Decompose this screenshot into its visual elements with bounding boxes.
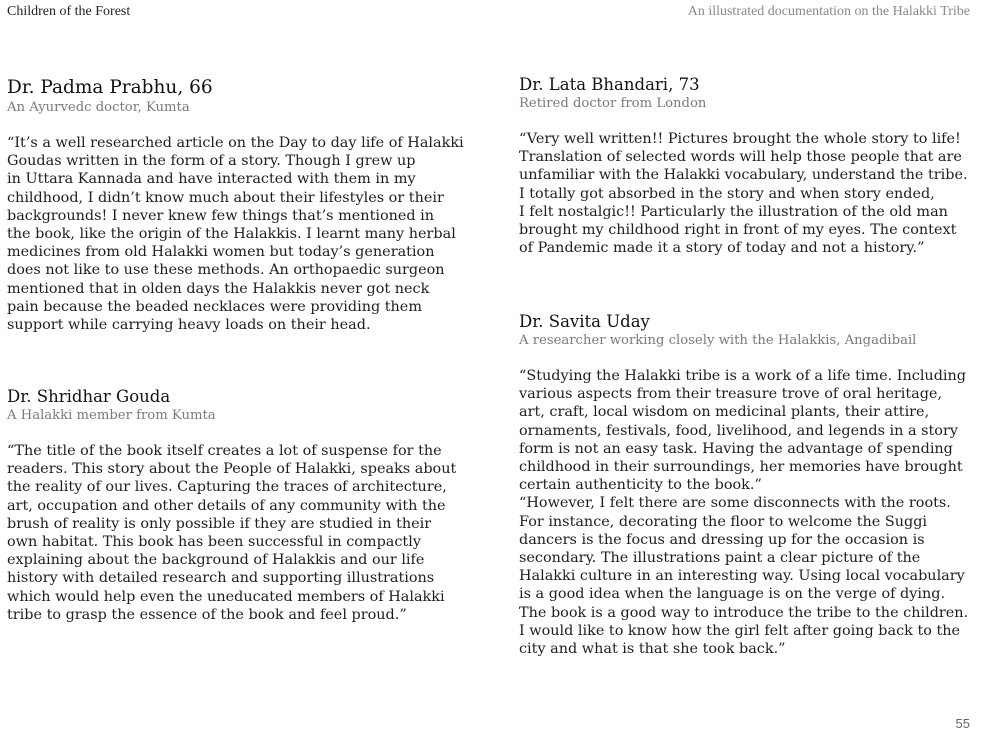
review-text — [519, 367, 968, 658]
reviewer-name: Dr. Lata Bhandari, 73 — [519, 75, 700, 94]
review-text-line: The book is a good way to introduce the tribe to the children. — [519, 604, 969, 621]
review-text-line: ornaments, festivals, food, livelihood, and legends in a story — [519, 422, 958, 439]
review-text-line: tribe to grasp the essence of the book and feel proud.” — [7, 606, 407, 623]
book-title: Children of the Forest — [7, 4, 131, 19]
review-text-line: “The title of the book itself creates a lot of suspense for the — [7, 443, 442, 459]
reviewer-role: A Halakki member from Kumta — [7, 408, 216, 423]
review-text-line: of Pandemic made it a story of today and not a history.” — [519, 240, 925, 257]
review-text-line: secondary. The illustrations paint a clear picture of the — [519, 550, 921, 567]
review-savita-uday — [519, 311, 968, 658]
review-text-line: readers. This story about the People of Halakki, speaks about — [7, 461, 457, 478]
review-text-line: childhood, I didn’t know much about their lifestyles or their — [7, 189, 444, 206]
review-text-line: own habitat. This book has been successful in compactly — [7, 534, 421, 551]
page-number: 55 — [955, 716, 970, 731]
review-lata-bhandari — [519, 74, 968, 257]
review-text-line: “Studying the Halakki tribe is a work of a life time. Including — [519, 368, 966, 384]
review-text-line: brush of reality is only possible if they are studied in their — [7, 515, 432, 532]
reviewer-role: A researcher working closely with the Halakkis, Angadibail — [519, 333, 917, 348]
review-text-line: pain because the beaded necklaces were providing them — [7, 298, 422, 315]
review-text — [7, 134, 464, 334]
review-text-line: childhood in their surroundings, her memories have brought — [519, 459, 963, 476]
review-text-line: unfamiliar with the Halakki vocabulary, understand the tribe. — [519, 167, 968, 184]
review-text-line: medicines from old Halakki women but today’s generation — [7, 244, 435, 261]
review-text-line: Goudas written in the form of a story. Though I grew up — [7, 153, 416, 170]
review-padma-prabhu — [7, 76, 464, 334]
review-text-line: the reality of our lives. Capturing the traces of architecture, — [7, 479, 447, 496]
review-text — [519, 130, 968, 257]
book-subtitle: An illustrated documentation on the Halakki Tribe — [687, 4, 970, 19]
review-text-line: city and what is that she took back.” — [519, 641, 786, 658]
review-text-line: certain authenticity to the book.” — [519, 477, 762, 494]
review-text-line: in Uttara Kannada and have interacted with them in my — [7, 171, 416, 188]
review-text — [7, 442, 456, 624]
review-shridhar-gouda — [7, 386, 456, 624]
review-text-line: art, occupation and other details of any community with the — [7, 497, 446, 514]
review-text-line: I totally got absorbed in the story and when story ended, — [519, 185, 935, 202]
review-text-line: the book, like the origin of the Halakkis. I learnt many herbal — [7, 226, 456, 243]
reviewer-role: An Ayurvedc doctor, Kumta — [7, 100, 190, 115]
review-text-line: history with detailed research and supporting illustrations — [7, 570, 435, 587]
review-text-line: various aspects from their treasure trove of oral heritage, — [519, 386, 943, 403]
review-text-line: which would help even the uneducated members of Halakki — [7, 588, 445, 605]
review-text-line: “Very well written!! Pictures brought the whole story to life! — [519, 131, 961, 147]
review-text-line: is a good idea when the language is on the verge of dying. — [519, 586, 946, 603]
review-text-line: support while carrying heavy loads on their head. — [7, 317, 371, 334]
reviewer-name: Dr. Shridhar Gouda — [7, 387, 171, 406]
review-text-line: I felt nostalgic!! Particularly the illustration of the old man — [519, 203, 948, 220]
review-text-line: “However, I felt there are some disconnects with the roots. — [519, 495, 951, 512]
review-text-line: backgrounds! I never knew few things that’s mentioned in — [7, 207, 435, 224]
review-text-line: I would like to know how the girl felt after going back to the — [519, 622, 961, 639]
review-text-line: explaining about the background of Halakkis and our life — [7, 552, 425, 569]
review-text-line: Translation of selected words will help those people that are — [519, 149, 962, 166]
review-text-line: mentioned that in olden days the Halakkis never got neck — [7, 280, 430, 297]
review-text-line: dancers is the focus and dressing up for the occasion is — [519, 531, 925, 548]
review-text-line: does not like to use these methods. An orthopaedic surgeon — [7, 262, 445, 279]
review-text-line: Halakki culture in an interesting way. Using local vocabulary — [519, 568, 965, 585]
review-text-line: art, craft, local wisdom on medicinal plants, their attire, — [519, 404, 930, 421]
review-text-line: form is not an easy task. Having the advantage of spending — [519, 440, 953, 457]
reviewer-role: Retired doctor from London — [519, 96, 707, 111]
review-text-line: For instance, decorating the floor to welcome the Suggi — [519, 513, 928, 530]
reviewer-name: Dr. Savita Uday — [519, 312, 650, 331]
review-text-line: brought my childhood right in front of my eyes. The context — [519, 222, 957, 239]
reviewer-name: Dr. Padma Prabhu, 66 — [7, 77, 213, 98]
review-text-line: “It’s a well researched article on the Day to day life of Halakki — [7, 135, 464, 151]
